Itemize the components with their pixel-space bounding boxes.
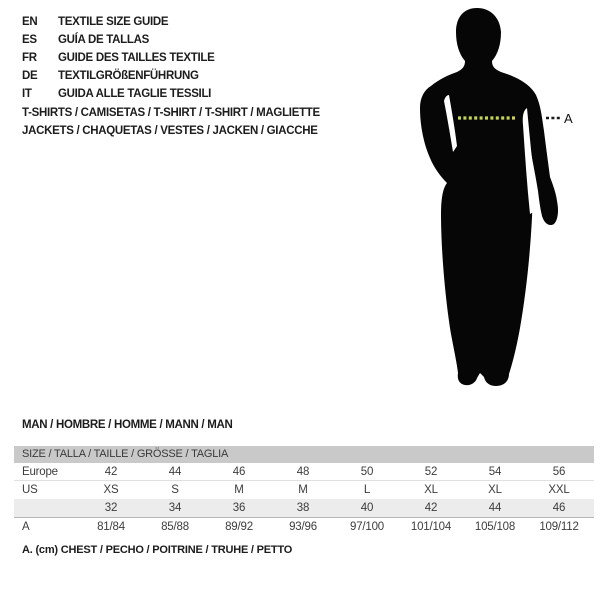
cell: XS bbox=[103, 484, 119, 496]
cell: 105/108 bbox=[474, 520, 516, 533]
size-table-header: SIZE / TALLA / TAILLE / GRÖSSE / TAGLIA bbox=[14, 446, 594, 463]
cell: 109/112 bbox=[539, 520, 579, 533]
language-row bbox=[22, 67, 215, 85]
language-title: TEXTILGRÖßENFÜHRUNG bbox=[58, 70, 199, 82]
cell: L bbox=[363, 484, 371, 496]
cell: 85/88 bbox=[161, 520, 189, 533]
man-silhouette-body bbox=[420, 8, 558, 386]
cell: 42 bbox=[104, 465, 118, 478]
language-code: FR bbox=[22, 52, 37, 64]
row-label: US bbox=[22, 484, 38, 496]
language-title: GUÍA DE TALLAS bbox=[58, 34, 149, 46]
cell: 101/104 bbox=[410, 520, 452, 533]
cell: 34 bbox=[168, 502, 182, 514]
size-table bbox=[14, 446, 594, 535]
cell: 42 bbox=[424, 502, 438, 514]
language-code: DE bbox=[22, 70, 38, 82]
language-row bbox=[22, 49, 215, 67]
cell: 52 bbox=[424, 465, 438, 478]
language-title: GUIDA ALLE TAGLIE TESSILI bbox=[58, 88, 212, 100]
language-code: IT bbox=[22, 88, 32, 100]
cell: XL bbox=[424, 484, 438, 496]
table-row-europe bbox=[14, 463, 594, 481]
cell: S bbox=[171, 484, 179, 496]
cell: 44 bbox=[168, 465, 182, 478]
language-title: GUIDE DES TAILLES TEXTILE bbox=[58, 52, 215, 64]
cell: M bbox=[234, 484, 244, 496]
cell: 48 bbox=[296, 465, 310, 478]
language-row bbox=[22, 13, 215, 31]
row-label: A bbox=[22, 520, 30, 533]
language-code: ES bbox=[22, 34, 37, 46]
man-silhouette bbox=[400, 0, 600, 400]
cell: XXL bbox=[548, 484, 570, 496]
cell: 54 bbox=[488, 465, 502, 478]
language-list bbox=[22, 13, 215, 103]
cell: M bbox=[298, 484, 308, 496]
cell: 56 bbox=[552, 465, 566, 478]
language-row bbox=[22, 31, 215, 49]
cell: 93/96 bbox=[289, 520, 317, 533]
language-title: TEXTILE SIZE GUIDE bbox=[58, 16, 169, 28]
language-row bbox=[22, 85, 215, 103]
table-row-chest bbox=[14, 517, 594, 535]
row-label: Europe bbox=[22, 465, 58, 478]
cell: 81/84 bbox=[97, 520, 125, 533]
cell: 46 bbox=[552, 502, 566, 514]
cell: XL bbox=[488, 484, 502, 496]
cell: 40 bbox=[360, 502, 374, 514]
garment-type-tshirts: T-SHIRTS / CAMISETAS / T-SHIRT / T-SHIRT / MAGLIETTE bbox=[22, 107, 320, 119]
cell: 97/100 bbox=[350, 520, 384, 533]
garment-type-jackets: JACKETS / CHAQUETAS / VESTES / JACKEN / GIACCHE bbox=[22, 125, 318, 137]
cell: 44 bbox=[488, 502, 502, 514]
cell: 50 bbox=[360, 465, 374, 478]
cell: 38 bbox=[296, 502, 310, 514]
cell: 32 bbox=[104, 502, 118, 514]
measure-label-a: A bbox=[564, 111, 573, 126]
cell: 36 bbox=[232, 502, 246, 514]
cell: 46 bbox=[232, 465, 246, 478]
chest-footnote: A. (cm) CHEST / PECHO / POITRINE / TRUHE / PETTO bbox=[22, 544, 293, 556]
man-silhouette-figure bbox=[400, 0, 600, 400]
table-row-us bbox=[14, 481, 594, 499]
cell: 89/92 bbox=[225, 520, 253, 533]
table-row-numeric bbox=[14, 499, 594, 517]
garment-types bbox=[22, 104, 320, 140]
section-title-man: MAN / HOMBRE / HOMME / MANN / MAN bbox=[22, 419, 233, 431]
language-code: EN bbox=[22, 16, 38, 28]
